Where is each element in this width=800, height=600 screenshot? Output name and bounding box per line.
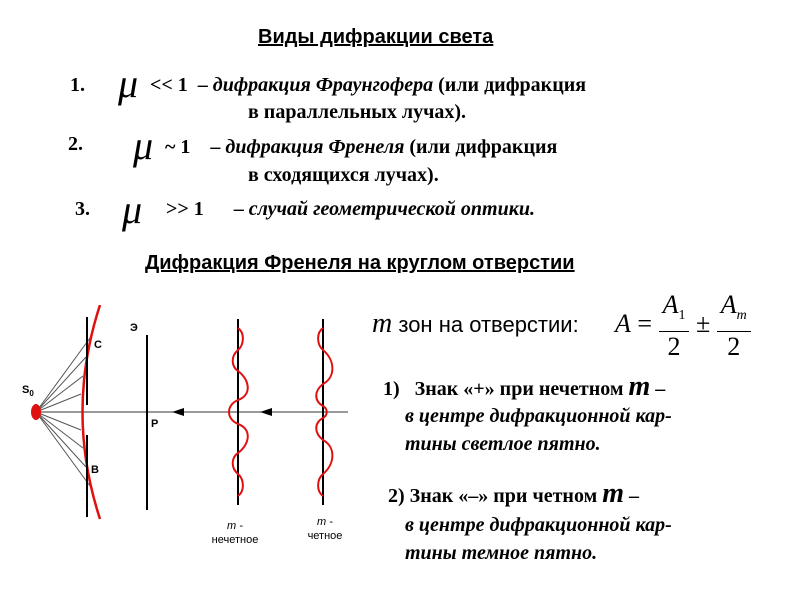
item-3-relation: >> 1: [166, 198, 204, 220]
arrow-icon: [260, 408, 272, 416]
rule-1-heading: [383, 371, 665, 403]
formula-lhs: A: [615, 309, 631, 339]
point-b-label: B: [91, 464, 99, 476]
rule-2-dash: –: [628, 485, 639, 507]
item-2-italic: дифракция Френеля: [225, 136, 405, 158]
item-2-mu-symbol: μ: [133, 123, 154, 168]
item-3-italic: случай геометрической оптики.: [248, 198, 535, 220]
point-p-label: P: [151, 418, 159, 430]
point-c-label: C: [94, 339, 102, 351]
item-1-line2: в параллельных лучах).: [248, 101, 467, 123]
zones-text: [372, 308, 579, 340]
rule-1-m: m: [628, 371, 651, 402]
fraction-1: $\frac{A_1}{2}$: [659, 290, 690, 362]
even-caption: m - четное: [307, 516, 343, 542]
rule-2-line3: тины темное пятно.: [405, 542, 598, 564]
rule-1-line2: в центре дифракционной кар-: [405, 405, 672, 427]
item-1-rest: (или дифракция: [438, 74, 587, 96]
m-variable: m: [372, 308, 393, 339]
item-2-text: [165, 136, 557, 159]
rule-2-heading: [388, 478, 639, 510]
item-1-number: 1.: [70, 74, 85, 96]
item-3-dash: –: [233, 198, 244, 220]
rule-2-number: 2): [388, 485, 405, 507]
item-1-text: [150, 74, 586, 97]
item-1-dash: –: [197, 74, 208, 96]
odd-caption: m - нечетное: [211, 520, 259, 546]
source-point-icon: [31, 404, 41, 420]
amplitude-formula: [615, 290, 751, 362]
item-2-rest: (или дифракция: [409, 136, 558, 158]
item-2-number: 2.: [68, 133, 83, 155]
rule-2-line2: в центре дифракционной кар-: [405, 514, 672, 536]
item-3-mu-symbol: μ: [122, 187, 143, 232]
item-1-italic: дифракция Фраунгофера: [212, 74, 434, 96]
item-1-relation: << 1: [150, 74, 188, 96]
page-title: Виды дифракции света: [258, 26, 494, 48]
rule-2-m: m: [602, 478, 624, 509]
item-2-line2: в сходящихся лучах).: [248, 164, 439, 186]
rule-1-line3: тины светлое пятно.: [405, 433, 601, 455]
rule-1-number: 1): [383, 378, 400, 400]
rule-2-text: Знак «–» при четном: [409, 485, 598, 507]
item-3-number: 3.: [75, 198, 90, 220]
section-subtitle: Дифракция Френеля на круглом отверстии: [145, 252, 575, 274]
source-label: $S_0$: [22, 384, 34, 398]
fraction-2: $\frac{A_m}{2}$: [717, 290, 751, 362]
screen-label: Э: [130, 322, 138, 334]
item-1-mu-symbol: μ: [118, 61, 139, 106]
item-2-dash: –: [210, 136, 221, 158]
zones-label: зон на отверстии:: [398, 312, 579, 337]
arrow-icon: [172, 408, 184, 416]
rule-1-text: Знак «+» при нечетном: [414, 378, 624, 400]
formula-eq: =: [637, 309, 653, 339]
formula-pm: ±: [695, 309, 711, 339]
item-3-text: [166, 198, 535, 221]
item-2-relation: ~ 1: [165, 136, 191, 158]
rule-1-dash: –: [655, 378, 666, 400]
